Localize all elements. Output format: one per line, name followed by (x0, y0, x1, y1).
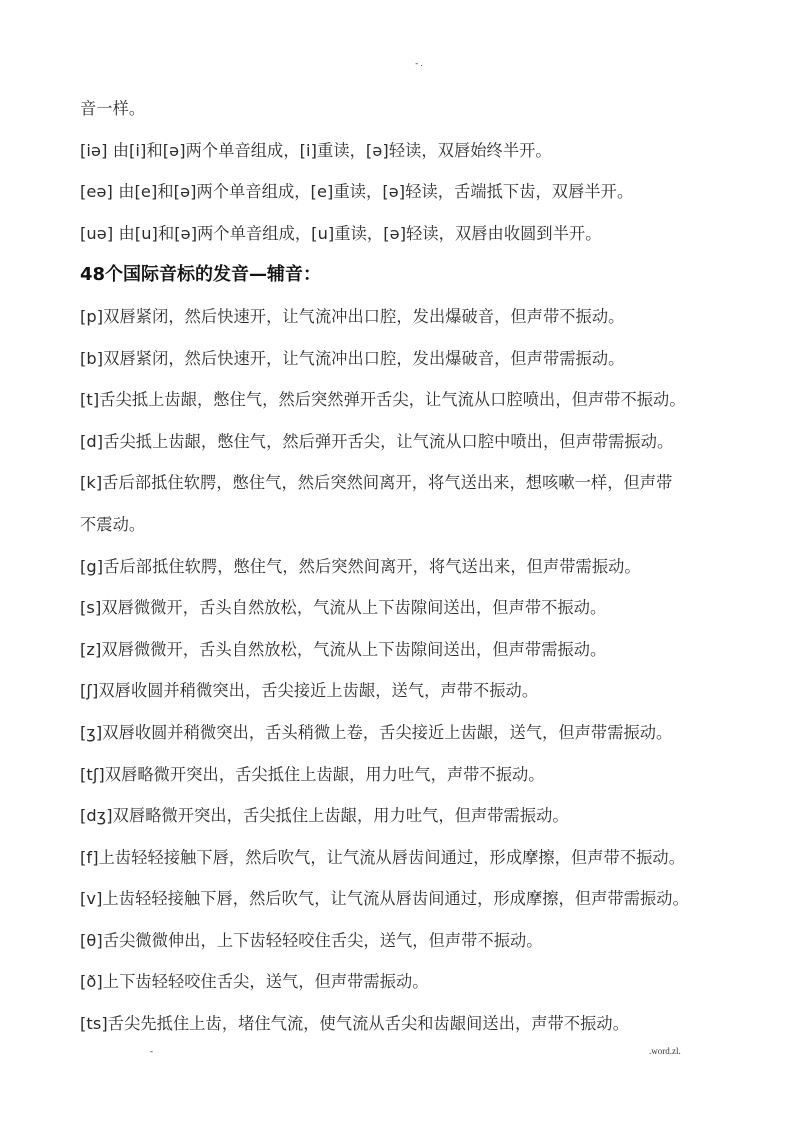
diphthong-ua-line: [uə] 由[u]和[ə]两个单音组成，[u]重读，[ə]轻读，双唇由收圆到半开。 (80, 223, 602, 243)
consonant-p-line: [p]双唇紧闭，然后快速开，让气流冲出口腔，发出爆破音，但声带不振动。 (80, 306, 625, 326)
consonant-tsh-line: [tʃ]双唇略微开突出，舌尖抵住上齿龈，用力吐气，声带不振动。 (80, 764, 545, 784)
consonant-eth-line: [ð]上下齿轻轻咬住舌尖，送气，但声带需振动。 (80, 972, 429, 992)
consonant-t-line: [t]舌尖抵上齿龈，憋住气，然后突然弹开舌尖，让气流从口腔喷出，但声带不振动。 (80, 390, 686, 410)
consonant-sh-line: [ʃ]双唇收圆并稍微突出，舌尖接近上齿龈，送气，声带不振动。 (80, 681, 539, 701)
consonant-s-line: [s]双唇微微开，舌头自然放松，气流从上下齿隙间送出，但声带不振动。 (80, 598, 607, 618)
document-body (80, 88, 766, 1045)
consonant-dzh-line: [dʒ]双唇略微开突出，舌尖抵住上齿龈，用力吐气，但声带需振动。 (80, 806, 569, 826)
consonant-k-line: [k]舌后部抵住软腭，憋住气，然后突然间离开，将气送出来，想咳嗽一样，但声带 (80, 473, 673, 493)
footer-right-mark: .word.zl. (649, 1046, 681, 1056)
text-line-continuation: 音一样。 (80, 99, 146, 118)
header-mark: - . (415, 58, 423, 68)
consonant-zh-line: [ʒ]双唇收圆并稍微突出，舌头稍微上卷，舌尖接近上齿龈，送气，但声带需振动。 (80, 722, 673, 742)
section-heading-consonants: 48个国际音标的发音—辅音： (80, 264, 322, 286)
consonant-theta-line: [θ]舌尖微微伸出，上下齿轻轻咬住舌尖，送气，但声带不振动。 (80, 930, 543, 950)
footer-left-mark: - (150, 1046, 153, 1056)
consonant-g-line: [g]舌后部抵住软腭，憋住气，然后突然间离开，将气送出来，但声带需振动。 (80, 556, 641, 576)
consonant-ts-line: [ts]舌尖先抵住上齿，堵住气流，使气流从舌尖和齿龈间送出，声带不振动。 (80, 1014, 630, 1034)
consonant-b-line: [b]双唇紧闭，然后快速开，让气流冲出口腔，发出爆破音，但声带需振动。 (80, 348, 625, 368)
diphthong-ea-line: [eə] 由[e]和[ə]两个单音组成，[e]重读，[ə]轻读，舌端抵下齿，双唇半开。 (80, 182, 634, 202)
consonant-d-line: [d]舌尖抵上齿龈，憋住气，然后弹开舌尖，让气流从口腔中喷出，但声带需振动。 (80, 431, 674, 451)
consonant-z-line: [z]双唇微微开，舌头自然放松，气流从上下齿隙间送出，但声带需振动。 (80, 639, 607, 659)
consonant-k-line-continued: 不震动。 (80, 514, 146, 534)
diphthong-ia-line: [iə] 由[i]和[ə]两个单音组成，[i]重读，[ə]轻读，双唇始终半开。 (80, 140, 552, 160)
consonant-f-line: [f]上齿轻轻接触下唇，然后吹气，让气流从唇齿间通过，形成摩擦，但声带不振动。 (80, 847, 685, 867)
consonant-v-line: [v]上齿轻轻接触下唇，然后吹气，让气流从唇齿间通过，形成摩擦，但声带需振动。 (80, 889, 689, 909)
